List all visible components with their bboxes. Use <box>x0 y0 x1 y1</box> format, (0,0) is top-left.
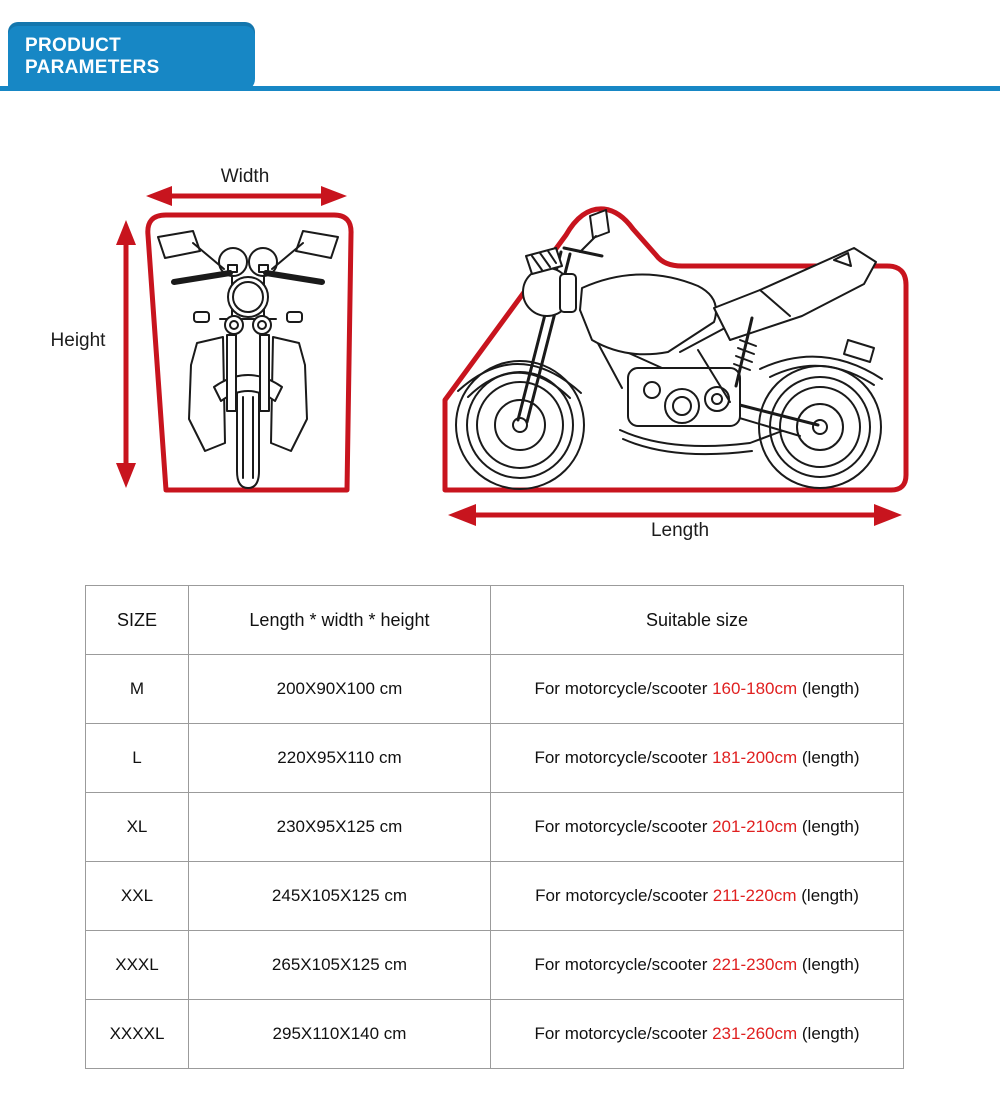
side-bike-lineart <box>456 210 882 489</box>
dimensions-cell: 245X105X125 cm <box>189 862 491 931</box>
suitable-cell <box>491 862 904 931</box>
dimensions-cell: 200X90X100 cm <box>189 655 491 724</box>
suitable-range: 221-230cm <box>712 955 798 974</box>
col-header-size: SIZE <box>86 586 189 655</box>
dimensions-cell: 230X95X125 cm <box>189 793 491 862</box>
dimensions-cell: 295X110X140 cm <box>189 1000 491 1069</box>
size-cell: M <box>86 655 189 724</box>
suitable-range: 201-210cm <box>712 817 798 836</box>
suitable-cell <box>491 655 904 724</box>
height-dimension-label: Height <box>50 330 106 351</box>
suitable-suffix: (length) <box>801 886 859 905</box>
header-divider-line <box>0 86 1000 91</box>
side-cover-outline <box>445 209 906 490</box>
suitable-prefix: For motorcycle/scooter <box>534 955 708 974</box>
table-row <box>86 724 904 793</box>
suitable-range: 211-220cm <box>712 886 797 905</box>
size-cell: L <box>86 724 189 793</box>
table-row <box>86 862 904 931</box>
suitable-suffix: (length) <box>801 748 860 767</box>
suitable-range: 181-200cm <box>712 748 798 767</box>
table-row <box>86 655 904 724</box>
suitable-prefix: For motorcycle/scooter <box>534 679 708 698</box>
length-arrow <box>448 504 902 526</box>
size-cell: XXL <box>86 862 189 931</box>
col-header-dimensions: Length * width * height <box>189 586 491 655</box>
length-dimension-label: Length <box>650 520 710 541</box>
suitable-range: 160-180cm <box>712 679 798 698</box>
table-row <box>86 931 904 1000</box>
side-view-diagram <box>430 190 920 550</box>
suitable-cell <box>491 931 904 1000</box>
dimensions-cell: 265X105X125 cm <box>189 931 491 1000</box>
height-arrow <box>116 220 136 488</box>
suitable-prefix: For motorcycle/scooter <box>534 817 708 836</box>
width-arrow <box>146 186 347 206</box>
size-cell: XL <box>86 793 189 862</box>
suitable-cell <box>491 724 904 793</box>
suitable-cell <box>491 793 904 862</box>
table-row <box>86 793 904 862</box>
suitable-suffix: (length) <box>801 1024 860 1043</box>
suitable-suffix: (length) <box>801 679 860 698</box>
suitable-range: 231-260cm <box>712 1024 798 1043</box>
suitable-suffix: (length) <box>801 955 860 974</box>
suitable-cell <box>491 1000 904 1069</box>
suitable-prefix: For motorcycle/scooter <box>534 1024 708 1043</box>
size-cell: XXXXL <box>86 1000 189 1069</box>
suitable-prefix: For motorcycle/scooter <box>534 748 708 767</box>
section-title-banner <box>8 22 255 91</box>
col-header-suitable: Suitable size <box>491 586 904 655</box>
front-bike-lineart <box>158 231 338 488</box>
table-row <box>86 1000 904 1069</box>
table-header-row <box>86 586 904 655</box>
dimensions-cell: 220X95X110 cm <box>189 724 491 793</box>
width-dimension-label: Width <box>220 166 270 187</box>
front-view-diagram <box>100 185 370 505</box>
suitable-prefix: For motorcycle/scooter <box>535 886 708 905</box>
suitable-suffix: (length) <box>801 817 860 836</box>
page-title: PRODUCT PARAMETERS <box>25 34 160 78</box>
size-cell: XXXL <box>86 931 189 1000</box>
size-table <box>85 585 904 1069</box>
